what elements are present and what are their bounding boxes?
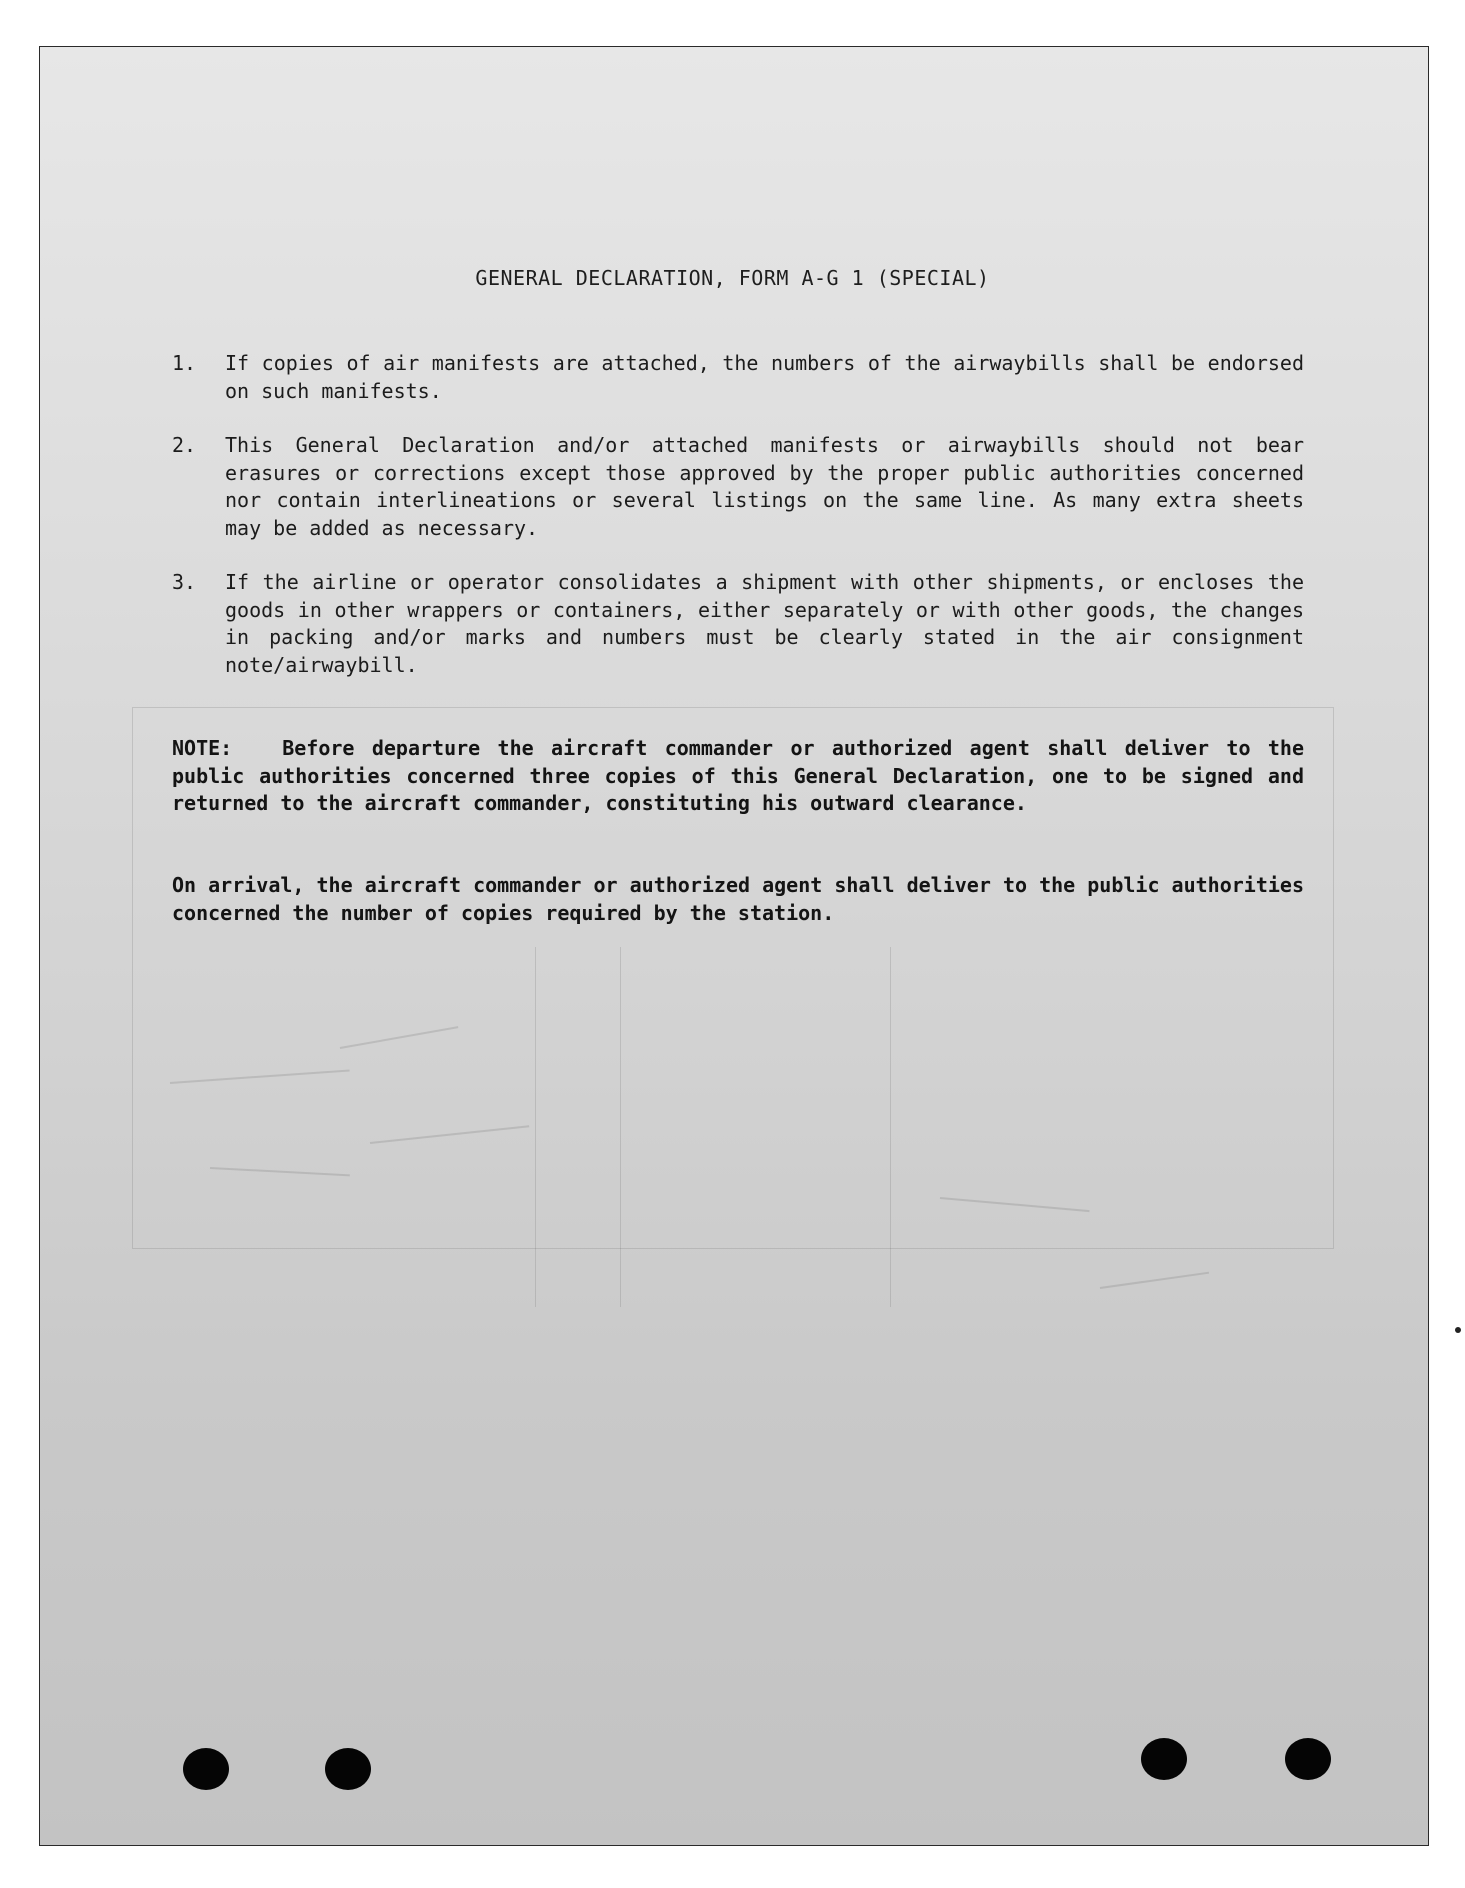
item-text: If copies of air manifests are attached, the numbers of the airwaybills shall be endorsed on such manifests. (225, 351, 1304, 403)
note-label: NOTE: (172, 736, 233, 760)
document-page (40, 47, 1428, 1845)
punch-hole-icon (183, 1748, 229, 1790)
note-text: Before departure the aircraft commander or authorized agent shall deliver to the public authorities concerned three copies of this General Declaration, one to be signed and returned to the aircraft commander, constituting his outward clearance. (172, 736, 1304, 815)
instruction-list (172, 350, 1304, 706)
list-item (172, 350, 1304, 405)
arrival-paragraph: On arrival, the aircraft commander or authorized agent shall deliver to the public authorities concerned the number of copies required by the station. (172, 873, 1304, 925)
list-item (172, 432, 1304, 542)
bleed-through-line (535, 947, 536, 1307)
item-number: 3. (172, 570, 197, 594)
punch-hole-icon (1285, 1738, 1331, 1780)
bleed-through-line (620, 947, 621, 1307)
item-number: 1. (172, 351, 197, 375)
note-paragraph (172, 735, 1304, 818)
punch-hole-icon (325, 1748, 371, 1790)
bleed-through-line (890, 947, 891, 1307)
punch-hole-icon (1141, 1738, 1187, 1780)
bleed-through-handwriting (1100, 1272, 1209, 1289)
list-item (172, 569, 1304, 679)
item-text: If the airline or operator consolidates a shipment with other shipments, or encloses the goods in other wrappers or containers, either separately or with other goods, the changes in packing and/or marks and numbers must be clearly stated in the air consignment note/airwaybill. (225, 570, 1304, 677)
item-number: 2. (172, 433, 197, 457)
edge-speck-icon (1455, 1327, 1461, 1333)
item-text: This General Declaration and/or attached manifests or airwaybills should not bear erasures or corrections except those approved by the proper public authorities concerned nor contain interlineations or several listings on the same line. As many extra sheets may be added as necessary. (225, 433, 1304, 540)
page-title: GENERAL DECLARATION, FORM A-G 1 (SPECIAL) (475, 266, 990, 290)
